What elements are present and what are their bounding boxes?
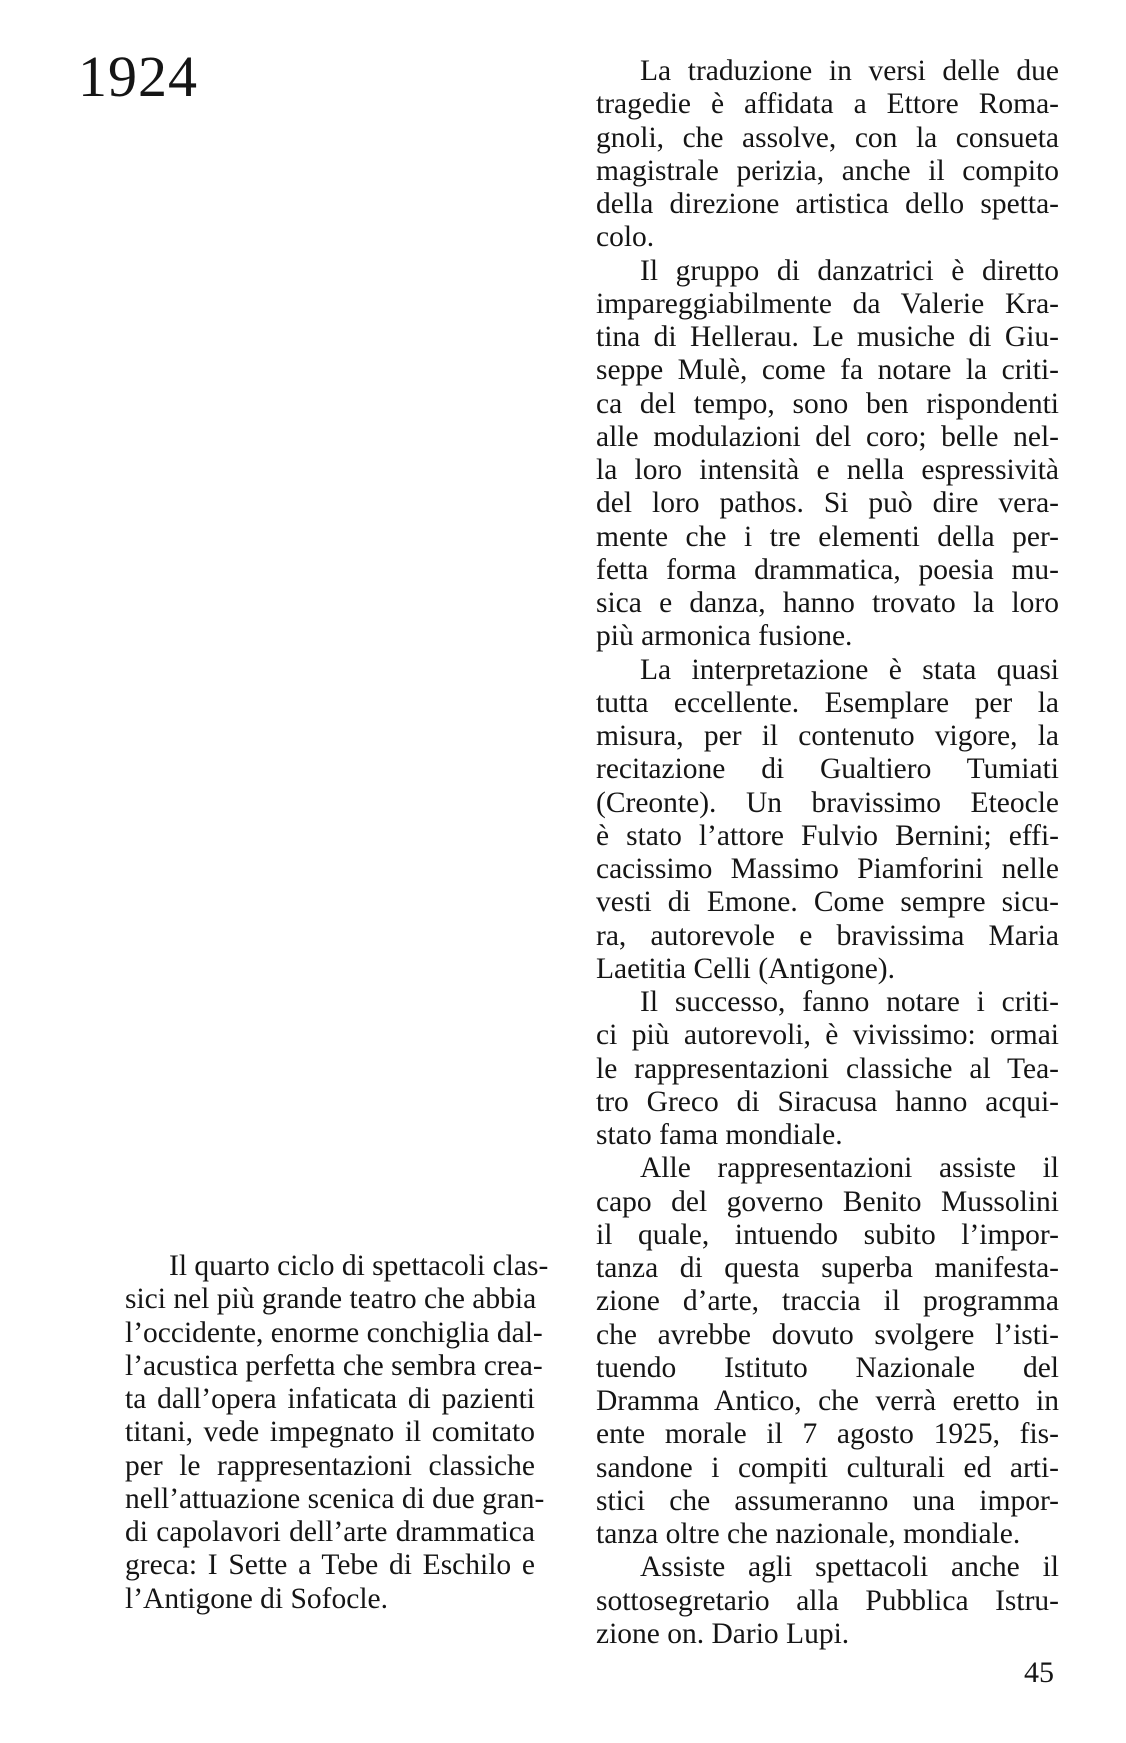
paragraph	[596, 55, 1059, 255]
page-number: 45	[1024, 1656, 1054, 1689]
left-column-text	[125, 1250, 549, 1616]
text-line: ta dall’opera infaticata di pazienti	[125, 1383, 535, 1415]
text-line: tanza di questa superba manifesta-	[596, 1252, 1059, 1284]
text-line: capo del governo Benito Mussolini	[596, 1185, 1059, 1218]
right-column-text	[596, 55, 1059, 1651]
text-line: alle modulazioni del coro; belle nel-	[596, 420, 1059, 453]
text-line: zione on. Dario Lupi.	[596, 1617, 850, 1650]
text-line: Dramma Antico, che verrà eretto in	[596, 1385, 1059, 1417]
text-line: più armonica fusione.	[596, 620, 853, 653]
text-line: greca: I Sette a Tebe di Eschilo e	[125, 1549, 535, 1582]
text-line: titani, vede impegnato il comitato	[125, 1416, 535, 1449]
text-line: tanza oltre che nazionale, mondiale.	[596, 1518, 1021, 1550]
text-line: colo.	[596, 221, 655, 254]
paragraph	[596, 1551, 1059, 1651]
text-line: Laetitia Celli (Antigone).	[596, 952, 896, 985]
text-line: di capolavori dell’arte drammatica	[125, 1516, 535, 1548]
text-line: tuendo Istituto Nazionale del	[596, 1351, 1059, 1384]
text-line: vesti di Emone. Come sempre sicu-	[596, 886, 1059, 919]
paragraph	[596, 654, 1059, 987]
text-line: l’Antigone di Sofocle.	[125, 1582, 388, 1615]
text-line: il quale, intuendo subito l’impor-	[596, 1218, 1059, 1251]
text-line: tutta eccellente. Esemplare per la	[596, 686, 1059, 719]
text-line: ca del tempo, sono ben rispondenti	[596, 387, 1059, 420]
text-line: tragedie è affidata a Ettore Roma-	[596, 88, 1059, 121]
text-line: la loro intensità e nella espressività	[596, 454, 1059, 486]
text-line: stato fama mondiale.	[596, 1119, 843, 1151]
text-line: sottosegretario alla Pubblica Istru-	[596, 1584, 1059, 1617]
text-line: è stato l’attore Fulvio Bernini; effi-	[596, 819, 1059, 852]
text-line: fetta forma drammatica, poesia mu-	[596, 553, 1059, 586]
text-line: del loro pathos. Si può dire vera-	[596, 487, 1059, 520]
text-line: seppe Mulè, come fa notare la criti-	[596, 354, 1059, 387]
text-line: tro Greco di Siracusa hanno acqui-	[596, 1085, 1059, 1118]
text-line: misura, per il contenuto vigore, la	[596, 720, 1059, 752]
text-line: ente morale il 7 agosto 1925, fis-	[596, 1418, 1059, 1451]
text-line: Assiste agli spettacoli anche il	[640, 1551, 1059, 1584]
text-line: Il gruppo di danzatrici è diretto	[640, 254, 1059, 287]
text-line: Il quarto ciclo di spettacoli clas-	[169, 1250, 549, 1282]
paragraph	[596, 986, 1059, 1152]
text-line: l’acustica perfetta che sembra crea-	[125, 1349, 543, 1382]
text-line: zione d’arte, traccia il programma	[596, 1285, 1059, 1318]
paragraph	[596, 1152, 1059, 1551]
text-line: le rappresentazioni classiche al Tea-	[596, 1052, 1059, 1085]
text-line: Il successo, fanno notare i criti-	[640, 986, 1059, 1018]
paragraph	[596, 255, 1059, 654]
text-line: magistrale perizia, anche il compito	[596, 154, 1059, 187]
text-line: gnoli, che assolve, con la consueta	[596, 121, 1059, 154]
text-line: mente che i tre elementi della per-	[596, 520, 1059, 553]
text-line: ci più autorevoli, è vivissimo: ormai	[596, 1019, 1059, 1052]
text-line: l’occidente, enorme conchiglia dal-	[125, 1316, 543, 1349]
text-line: cacissimo Massimo Piamforini nelle	[596, 853, 1059, 885]
paragraph	[125, 1250, 549, 1616]
text-line: per le rappresentazioni classiche	[125, 1449, 535, 1482]
text-line: nell’attuazione scenica di due gran-	[125, 1482, 545, 1515]
text-line: della direzione artistica dello spetta-	[596, 188, 1059, 220]
text-line: ra, autorevole e bravissima Maria	[596, 919, 1059, 952]
text-line: sandone i compiti culturali ed arti-	[596, 1451, 1059, 1484]
text-line: (Creonte). Un bravissimo Eteocle	[596, 786, 1059, 819]
text-line: La traduzione in versi delle due	[640, 55, 1059, 87]
text-line: stici che assumeranno una impor-	[596, 1484, 1059, 1517]
text-line: tina di Hellerau. Le musiche di Giu-	[596, 321, 1059, 353]
text-line: impareggiabilmente da Valerie Kra-	[596, 287, 1059, 320]
text-line: che avrebbe dovuto svolgere l’isti-	[596, 1318, 1059, 1351]
text-line: recitazione di Gualtiero Tumiati	[596, 753, 1059, 786]
text-line: sici nel più grande teatro che abbia	[125, 1283, 537, 1316]
text-line: La interpretazione è stata quasi	[640, 653, 1059, 686]
year-heading: 1924	[78, 44, 198, 109]
text-line: sica e danza, hanno trovato la loro	[596, 587, 1059, 619]
text-line: Alle rappresentazioni assiste il	[640, 1152, 1059, 1185]
